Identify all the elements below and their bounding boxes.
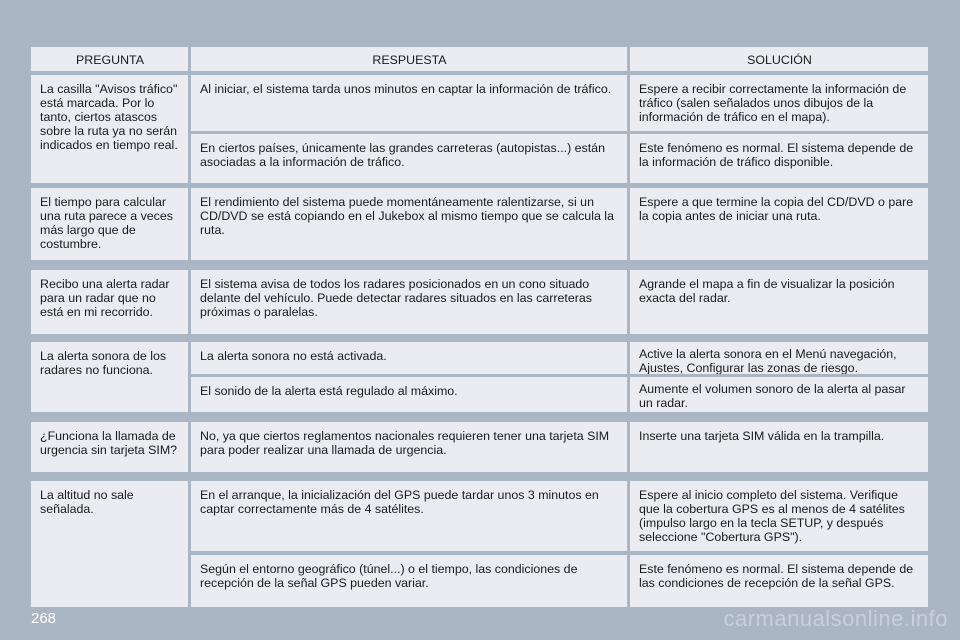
question-cell: Recibo una alerta radar para un radar que no está en mi recorrido.	[31, 270, 188, 334]
solution-cell: Espere a recibir correctamente la información de tráfico (salen señalados unos dibujos de la información de tráfico en el mapa).	[630, 75, 928, 131]
solution-cell: Aumente el volumen sonoro de la alerta al pasar un radar.	[630, 377, 928, 412]
answer-cell: El rendimiento del sistema puede momentáneamente ralentizarse, si un CD/DVD se está copiando en el Jukebox al mismo tiempo que se calcula la ruta.	[191, 188, 627, 260]
solution-cell: Espere al inicio completo del sistema. Verifique que la cobertura GPS es al menos de 4 satélites (impulso largo en la tecla SETUP, y después seleccione "Cobertura GPS").	[630, 481, 928, 551]
answer-cell: El sonido de la alerta está regulado al máximo.	[191, 377, 627, 412]
question-cell: El tiempo para calcular una ruta parece a veces más largo que de costumbre.	[31, 188, 188, 260]
header-solution: SOLUCIÓN	[630, 47, 928, 71]
solution-cell: Agrande el mapa a fin de visualizar la posición exacta del radar.	[630, 270, 928, 334]
watermark: carmanualsonline.info	[723, 606, 948, 631]
header-answer: RESPUESTA	[191, 47, 627, 71]
answer-cell: No, ya que ciertos reglamentos nacionales requieren tener una tarjeta SIM para poder realizar una llamada de urgencia.	[191, 422, 627, 472]
question-cell: ¿Funciona la llamada de urgencia sin tarjeta SIM?	[31, 422, 188, 472]
answer-cell: La alerta sonora no está activada.	[191, 342, 627, 374]
solution-cell: Inserte una tarjeta SIM válida en la trampilla.	[630, 422, 928, 472]
answer-cell: Según el entorno geográfico (túnel...) o el tiempo, las condiciones de recepción de la señal GPS pueden variar.	[191, 555, 627, 607]
solution-cell: Este fenómeno es normal. El sistema depende de la información de tráfico disponible.	[630, 134, 928, 183]
solution-cell: Espere a que termine la copia del CD/DVD o pare la copia antes de iniciar una ruta.	[630, 188, 928, 260]
header-question: PREGUNTA	[31, 47, 188, 71]
question-cell: La altitud no sale señalada.	[31, 481, 188, 607]
page-number: 268	[31, 610, 57, 627]
solution-cell: Active la alerta sonora en el Menú navegación, Ajustes, Configurar las zonas de riesgo.	[630, 342, 928, 374]
answer-cell: El sistema avisa de todos los radares posicionados en un cono situado delante del vehículo. Puede detectar radares situados en las carreteras próximas o paralelas.	[191, 270, 627, 334]
question-cell: La casilla "Avisos tráfico" está marcada. Por lo tanto, ciertos atascos sobre la ruta ya no serán indicados en tiempo real.	[31, 75, 188, 183]
solution-cell: Este fenómeno es normal. El sistema depende de las condiciones de recepción de la señal GPS.	[630, 555, 928, 607]
question-cell: La alerta sonora de los radares no funciona.	[31, 342, 188, 412]
answer-cell: Al iniciar, el sistema tarda unos minutos en captar la información de tráfico.	[191, 75, 627, 131]
answer-cell: En el arranque, la inicialización del GPS puede tardar unos 3 minutos en captar correctamente más de 4 satélites.	[191, 481, 627, 551]
answer-cell: En ciertos países, únicamente las grandes carreteras (autopistas...) están asociadas a la información de tráfico.	[191, 134, 627, 183]
